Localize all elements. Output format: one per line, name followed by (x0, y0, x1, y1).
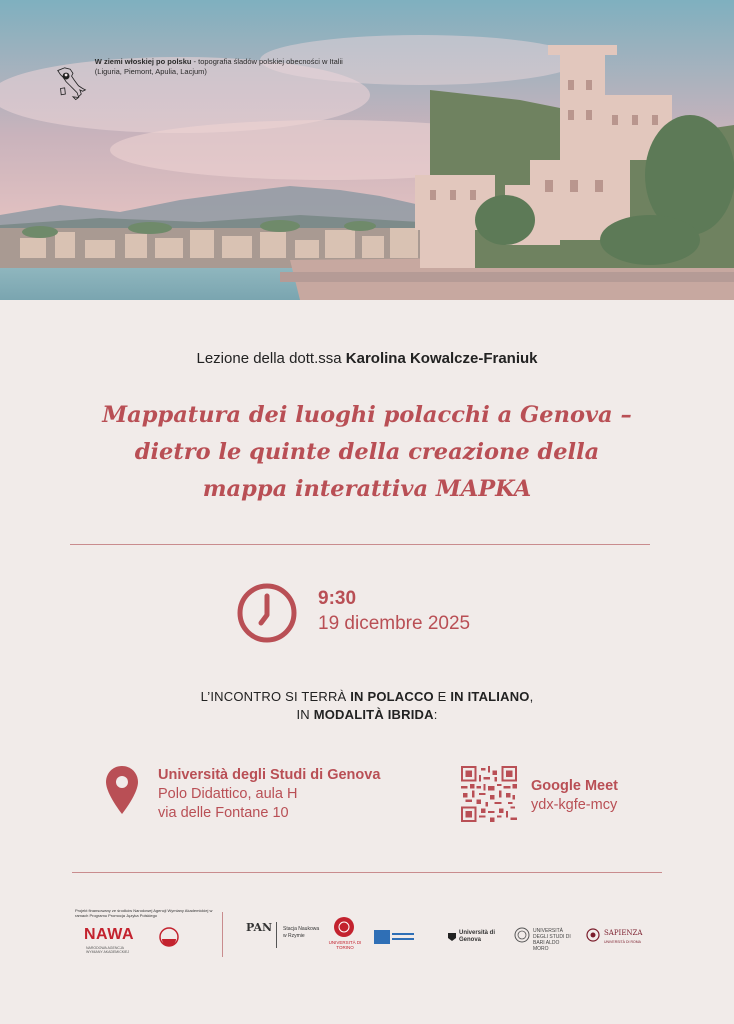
divider (70, 544, 650, 545)
genova-shield-icon (447, 932, 457, 942)
sapienza-subtitle: UNIVERSITÀ DI ROMA (604, 940, 641, 944)
qr-code[interactable] (461, 766, 517, 822)
title-line: mappa interattiva MAPKA (202, 476, 532, 502)
lecture-prefix: Lezione della dott.ssa (196, 350, 346, 367)
project-logo (55, 57, 345, 109)
hero-photo (0, 0, 734, 300)
clock-icon (236, 582, 298, 644)
sapienza-seal-icon (586, 928, 600, 942)
event-time: 9:30 (318, 588, 357, 609)
venue-building: Polo Didattico, aula H (158, 786, 298, 802)
torino-seal-icon (333, 916, 355, 938)
lecturer-line (0, 350, 734, 367)
mode-hybrid: MODALITÀ IBRIDA (313, 707, 434, 722)
promotion-logo-icon (158, 926, 180, 948)
project-title: W ziemi włoskiej po polsku (94, 57, 192, 66)
venue-address: via delle Fontane 10 (158, 805, 289, 821)
mode-text: : (433, 707, 438, 722)
mode-polish: IN POLACCO (350, 689, 434, 704)
nawa-subtitle: NARODOWA AGENCJA WYMIANY AKADEMICKIEJ (86, 946, 130, 954)
pan-divider (276, 922, 277, 948)
nawa-logo: NAWA (84, 926, 134, 943)
footer-divider (72, 872, 662, 873)
location-pin-icon (104, 764, 140, 816)
footer-vertical-divider (222, 912, 223, 957)
genova-name: Università di Genova (459, 930, 496, 943)
project-description (95, 57, 345, 77)
italy-map-icon (55, 57, 87, 109)
lecture-title (40, 397, 694, 508)
bari-name: UNIVERSITÀ DEGLI STUDI DI BARI ALDO MORO (533, 928, 571, 952)
title-line: Mappatura dei luoghi polacchi a Genova – (102, 402, 632, 428)
online-info (531, 777, 618, 815)
bari-seal-icon (514, 927, 530, 943)
funding-note: Projekt finansowany ze środków Narodowej Agencji Wymiany Akademickiej w ramach Programu Promocja Języka Polskiego (75, 908, 213, 918)
mode-line-2 (0, 706, 734, 724)
mode-text: E (433, 689, 451, 704)
speaker-name: Karolina Kowalcze-Franiuk (345, 350, 538, 367)
venue-info (158, 766, 380, 823)
mode-text: IN (296, 707, 314, 722)
pan-station: Stacja Naukowa w Rzymie (283, 926, 320, 939)
event-date: 19 dicembre 2025 (318, 613, 471, 634)
mode-text: L’INCONTRO SI TERRÀ (200, 689, 351, 704)
project-subtitle: - topografia śladów polskiej obecności w Italii (Liguria, Piemont, Apulia, Lacjum) (94, 57, 343, 76)
meet-platform: Google Meet (531, 778, 619, 794)
centro-logo-icon (374, 930, 414, 944)
venue-university: Università degli Studi di Genova (158, 767, 381, 783)
mode-text: , (529, 689, 534, 704)
torino-name: UNIVERSITÀ DI TORINO (328, 940, 362, 950)
title-line: dietro le quinte della creazione della (134, 439, 600, 465)
pan-logo: PAN (246, 921, 273, 934)
sapienza-name: SAPIENZA (604, 929, 643, 937)
meet-code[interactable]: ydx-kgfe-mcy (531, 797, 618, 813)
mode-line-1 (0, 688, 734, 706)
mode-italian: IN ITALIANO (450, 689, 530, 704)
meeting-mode (0, 688, 734, 724)
